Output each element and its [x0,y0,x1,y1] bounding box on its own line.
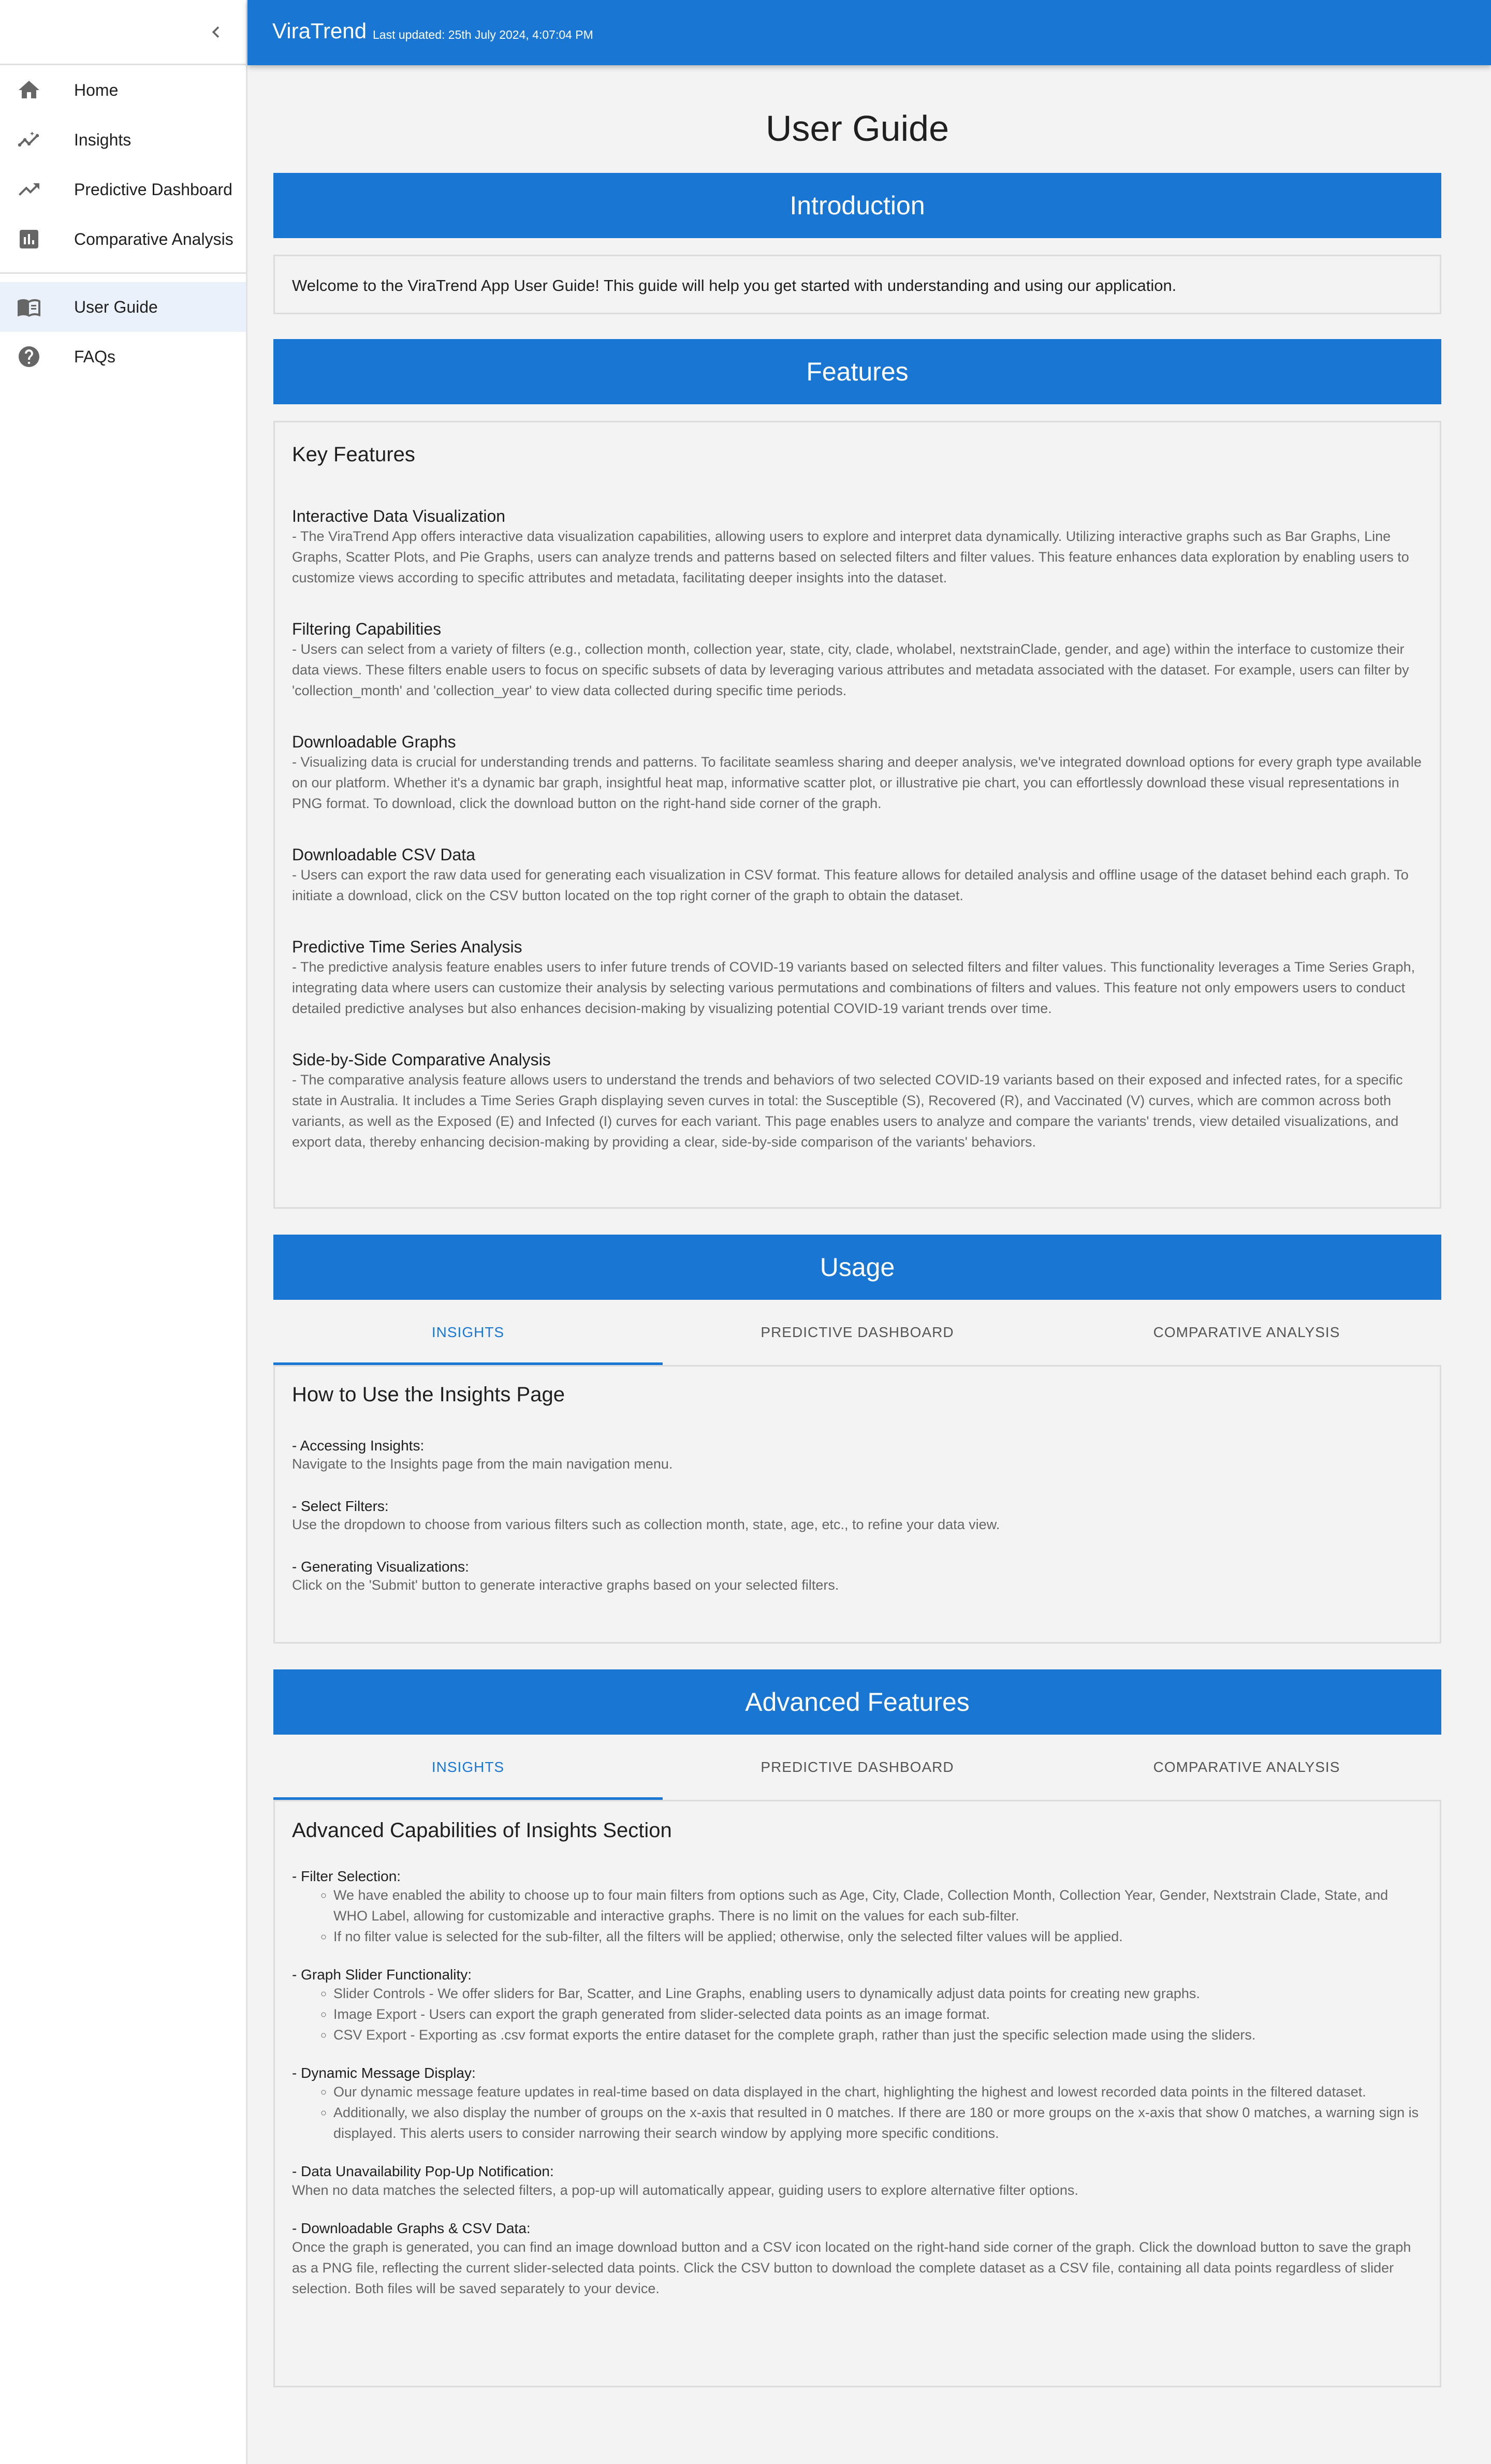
bullet-item: ◦ We have enabled the ability to choose up to four main filters from options such as Age, City, Clade, Collection Month, Collection Year, Gender, Nextstrain Clade, State, and WHO Label, allowing for customizable and interactive graphs. There is no limit on the values for each sub-filter. [333,1885,1423,1926]
page-title: User Guide [765,108,949,149]
usage-step-description: Navigate to the Insights page from the main navigation menu. [292,1456,673,1472]
advanced-section-title: - Downloadable Graphs & CSV Data: [292,2220,531,2236]
bullet-item: ◦ If no filter value is selected for the sub-filter, all the filters will be applied; otherwise, only the selected filter values will be applied. [333,1926,1423,1947]
sidebar-nav-secondary [0,282,246,382]
advanced-features-header: Advanced Features [273,1669,1441,1735]
usage-step-title: - Generating Visualizations: [292,1559,469,1575]
insights-icon [17,127,41,152]
tab-predictive-dashboard[interactable]: PREDICTIVE DASHBOARD [761,1759,954,1775]
feature-description: - The ViraTrend App offers interactive data visualization capabilities, allowing users to explore and interpret data dynamically. Utilizing interactive graphs such as Bar Graphs, Line Graphs, Scatter Plots, and Pie Graphs, users can analyze trends and patterns based on selected filters and filter values. This feature enhances data exploration by enabling users to customize views according to specific attributes and metadata, facilitating deeper insights into the dataset. [292,529,1409,585]
usage-step-title: - Accessing Insights: [292,1438,425,1454]
sidebar-nav [0,65,246,264]
advanced-section [292,2065,1423,2144]
introduction-text: Welcome to the ViraTrend App User Guide! This guide will help you get started with understanding and using our application. [292,276,1177,295]
sidebar-item-label: Predictive Dashboard [74,180,232,199]
sidebar-item-label: User Guide [74,298,158,316]
feature-description: - Users can export the raw data used for generating each visualization in CSV format. This feature allows for detailed analysis and offline usage of the dataset behind each graph. To initiate a download, click on the CSV button located on the top right corner of the graph to obtain the dataset. [292,867,1409,903]
features-card [273,421,1441,1209]
usage-step [292,1559,1423,1593]
advanced-section-title: - Graph Slider Functionality: [292,1967,472,1983]
sidebar-header [0,0,246,65]
advanced-section [292,2163,1423,2201]
trending-up-icon [17,177,41,202]
feature-description: - The predictive analysis feature enables users to infer future trends of COVID-19 variants based on selected filters and filter values. This functionality leverages a Time Series Graph, integrating data where users can customize their analysis by selecting various permutations and combinations of filters and values. This feature not only empowers users to conduct detailed predictive analyses but also enhances decision-making by visualizing potential COVID-19 variant trends over time. [292,959,1415,1016]
advanced-section-title: - Filter Selection: [292,1868,401,1884]
feature-title: Side-by-Side Comparative Analysis [292,1050,551,1069]
feature-item [292,507,1423,588]
feature-title: Downloadable Graphs [292,732,456,751]
advanced-section [292,1868,1423,1947]
bullet-item: ◦ Slider Controls - We offer sliders for Bar, Scatter, and Line Graphs, enabling users to dynamically adjust data points for creating new graphs. [333,1983,1423,2004]
help-icon [17,344,41,369]
sidebar-item-label: Home [74,81,119,99]
book-icon [17,295,41,319]
chevron-left-icon[interactable] [204,21,227,43]
advanced-section-description: Once the graph is generated, you can find an image download button and a CSV icon located on the right-hand side corner of the graph. Click the download button to save the graph as a PNG file, reflecting the current slider-selected data points. Click the CSV button to download the complete dataset as a CSV file, containing all data points regardless of slider selection. Both files will be saved separately to your device. [292,2239,1411,2296]
advanced-section-description: When no data matches the selected filters, a pop-up will automatically appear, guiding users to explore alternative filter options. [292,2182,1078,2198]
features-header: Features [273,339,1441,404]
bullet-item: ◦ Our dynamic message feature updates in real-time based on data displayed in the chart, highlighting the highest and lowest recorded data points in the filtered dataset. [333,2081,1423,2102]
usage-step [292,1438,1423,1472]
usage-step-description: Click on the 'Submit' button to generate interactive graphs based on your selected filters. [292,1577,839,1593]
bullet-list [292,1983,1423,2045]
key-features-title: Key Features [292,443,415,466]
bullet-item: ◦ CSV Export - Exporting as .csv format exports the entire dataset for the complete graph, rather than just the specific selection made using the sliders. [333,2025,1423,2045]
sidebar-item-comparative-analysis[interactable] [0,214,246,264]
feature-item [292,845,1423,906]
sidebar-item-insights[interactable] [0,115,246,165]
sidebar-item-label: FAQs [74,347,116,366]
feature-description: - Visualizing data is crucial for understanding trends and patterns. To facilitate seamless sharing and deeper analysis, we've integrated download options for every graph type available on our platform. Whether it's a dynamic bar graph, insightful heat map, informative scatter plot, or illustrative pie chart, you can effortlessly download these visual representations in PNG format. To download, click the download button on the right-hand side corner of the graph. [292,754,1422,811]
tab-predictive-dashboard[interactable]: PREDICTIVE DASHBOARD [761,1324,954,1340]
usage-card [273,1365,1441,1644]
introduction-card [273,255,1441,314]
sidebar-item-home[interactable] [0,65,246,115]
introduction-header: Introduction [273,173,1441,238]
sidebar-item-label: Comparative Analysis [74,230,233,248]
feature-item [292,620,1423,701]
advanced-section [292,2220,1423,2299]
app-bar [247,0,1491,65]
main-content [273,65,1441,2387]
sidebar-item-predictive-dashboard[interactable] [0,165,246,214]
feature-item [292,937,1423,1019]
tab-comparative-analysis[interactable]: COMPARATIVE ANALYSIS [1153,1759,1340,1775]
feature-description: - The comparative analysis feature allows users to understand the trends and behaviors of two selected COVID-19 variants based on their exposed and infected rates, for a specific state in Australia. It includes a Time Series Graph displaying seven curves in total: the Susceptible (S), Recovered (R), and Vaccinated (V) curves, which are common across both variants, as well as the Exposed (E) and Infected (I) curves for each variant. This page enables users to analyze and compare the variants' trends, view detailed visualizations, and export data, thereby enhancing decision-making by providing a clear, side-by-side comparison of the variants' behaviors. [292,1072,1403,1150]
feature-description: - Users can select from a variety of filters (e.g., collection month, collection year, state, city, clade, wholabel, nextstrainClade, gender, and age) within the interface to customize their data views. These filters enable users to focus on specific subsets of data by leveraging various attributes and metadata associated with the dataset. For example, users can filter by 'collection_month' and 'collection_year' to view data collected during specific time periods. [292,641,1409,698]
feature-title: Predictive Time Series Analysis [292,937,522,956]
advanced-section-title: - Data Unavailability Pop-Up Notification: [292,2163,554,2179]
advanced-section-title: - Dynamic Message Display: [292,2065,476,2081]
feature-item [292,1050,1423,1152]
advanced-card-title: Advanced Capabilities of Insights Section [292,1819,672,1842]
sidebar-item-label: Insights [74,130,131,149]
bullet-item: ◦ Image Export - Users can export the graph generated from slider-selected data points as an image format. [333,2004,1423,2025]
tab-insights[interactable]: INSIGHTS [273,1735,663,1800]
advanced-card [273,1800,1441,2387]
bar-chart-icon [17,227,41,252]
app-title[interactable]: ViraTrend [272,19,367,43]
feature-title: Interactive Data Visualization [292,507,506,525]
advanced-tabs [273,1735,1441,1800]
tab-insights[interactable]: INSIGHTS [273,1300,663,1365]
usage-step-title: - Select Filters: [292,1498,389,1514]
sidebar-item-user-guide[interactable] [0,282,246,332]
sidebar-item-faqs[interactable] [0,332,246,382]
usage-step-description: Use the dropdown to choose from various filters such as collection month, state, age, etc., to refine your data view. [292,1517,1000,1532]
home-icon [17,78,41,102]
usage-card-title: How to Use the Insights Page [292,1383,565,1406]
feature-item [292,732,1423,814]
usage-tabs [273,1300,1441,1365]
sidebar [0,0,247,2464]
feature-title: Downloadable CSV Data [292,845,475,864]
bullet-item: ◦ Additionally, we also display the number of groups on the x-axis that resulted in 0 matches. If there are 180 or more groups on the x-axis that show 0 matches, a warning sign is displayed. This alerts users to consider narrowing their search window by applying more specific conditions. [333,2102,1423,2144]
bullet-list [292,1885,1423,1947]
tab-comparative-analysis[interactable]: COMPARATIVE ANALYSIS [1153,1324,1340,1340]
feature-title: Filtering Capabilities [292,620,442,638]
bullet-list [292,2081,1423,2144]
advanced-section [292,1967,1423,2045]
last-updated-text: Last updated: 25th July 2024, 4:07:04 PM [373,28,593,41]
nav-divider [0,272,246,274]
usage-header: Usage [273,1235,1441,1300]
usage-step [292,1498,1423,1533]
